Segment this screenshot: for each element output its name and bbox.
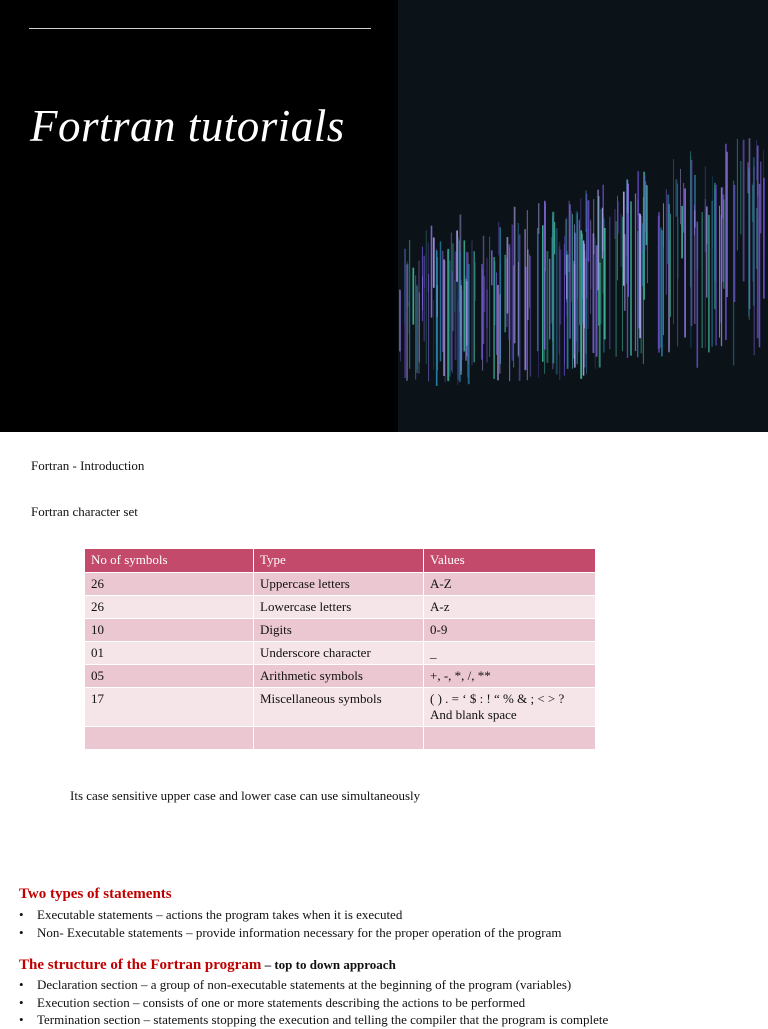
cell-type: Uppercase letters <box>254 573 424 596</box>
cell-values: A-Z <box>424 573 596 596</box>
decorative-light-streaks-image <box>398 0 768 432</box>
cell-values-line: ( ) . = ‘ $ : ! “ % & ; < > ? <box>430 691 565 706</box>
list-item: • Non- Executable statements – provide information necessary for the proper operation of the program <box>19 924 562 942</box>
structure-heading <box>19 957 396 974</box>
cell-type: Arithmetic symbols <box>254 665 424 688</box>
table-row <box>85 573 596 596</box>
cell-values: +, -, *, /, ** <box>424 665 596 688</box>
cell-values <box>424 688 596 727</box>
list-item: • Executable statements – actions the program takes when it is executed <box>19 906 562 924</box>
table-row <box>85 665 596 688</box>
cell-empty <box>424 727 596 750</box>
case-sensitivity-note: Its case sensitive upper case and lower case can use simultaneously <box>70 788 421 803</box>
page-title: Fortran tutorials <box>30 101 345 151</box>
light-streaks-graphic <box>398 0 768 432</box>
header-type: Type <box>254 549 424 573</box>
statements-list <box>19 906 562 941</box>
cell-count: 26 <box>85 573 254 596</box>
cell-count: 17 <box>85 688 254 727</box>
cell-empty <box>254 727 424 750</box>
cell-values: 0-9 <box>424 619 596 642</box>
list-item: • Execution section – consists of one or more statements describing the actions to be performed <box>19 994 608 1012</box>
statements-heading-text: Two types of statements <box>19 886 172 902</box>
table-row <box>85 642 596 665</box>
title-panel <box>0 0 398 432</box>
header-values: Values <box>424 549 596 573</box>
cell-type: Lowercase letters <box>254 596 424 619</box>
structure-heading-text: The structure of the Fortran program <box>19 957 262 973</box>
structure-list <box>19 976 608 1029</box>
cell-type: Miscellaneous symbols <box>254 688 424 727</box>
cell-empty <box>85 727 254 750</box>
table-row-empty <box>85 727 596 750</box>
intro-heading: Fortran - Introduction <box>31 458 145 473</box>
cell-values: _ <box>424 642 596 665</box>
table-header-row <box>85 549 596 573</box>
title-banner <box>0 0 768 432</box>
cell-count: 10 <box>85 619 254 642</box>
table-row <box>85 688 596 727</box>
cell-values-line: And blank space <box>430 707 517 722</box>
cell-type: Digits <box>254 619 424 642</box>
cell-count: 26 <box>85 596 254 619</box>
title-rule <box>29 28 371 29</box>
cell-values: A-z <box>424 596 596 619</box>
structure-heading-tail: – top to down approach <box>261 957 396 972</box>
table-row <box>85 619 596 642</box>
cell-count: 01 <box>85 642 254 665</box>
table-row <box>85 596 596 619</box>
character-set-table <box>84 549 596 750</box>
statements-heading <box>19 886 172 903</box>
cell-count: 05 <box>85 665 254 688</box>
list-item: • Termination section – statements stopping the execution and telling the compiler that the program is complete <box>19 1011 608 1029</box>
cell-type: Underscore character <box>254 642 424 665</box>
charset-heading: Fortran character set <box>31 504 138 519</box>
header-no-of-symbols: No of symbols <box>85 549 254 573</box>
list-item: • Declaration section – a group of non-executable statements at the beginning of the program (variables) <box>19 976 608 994</box>
